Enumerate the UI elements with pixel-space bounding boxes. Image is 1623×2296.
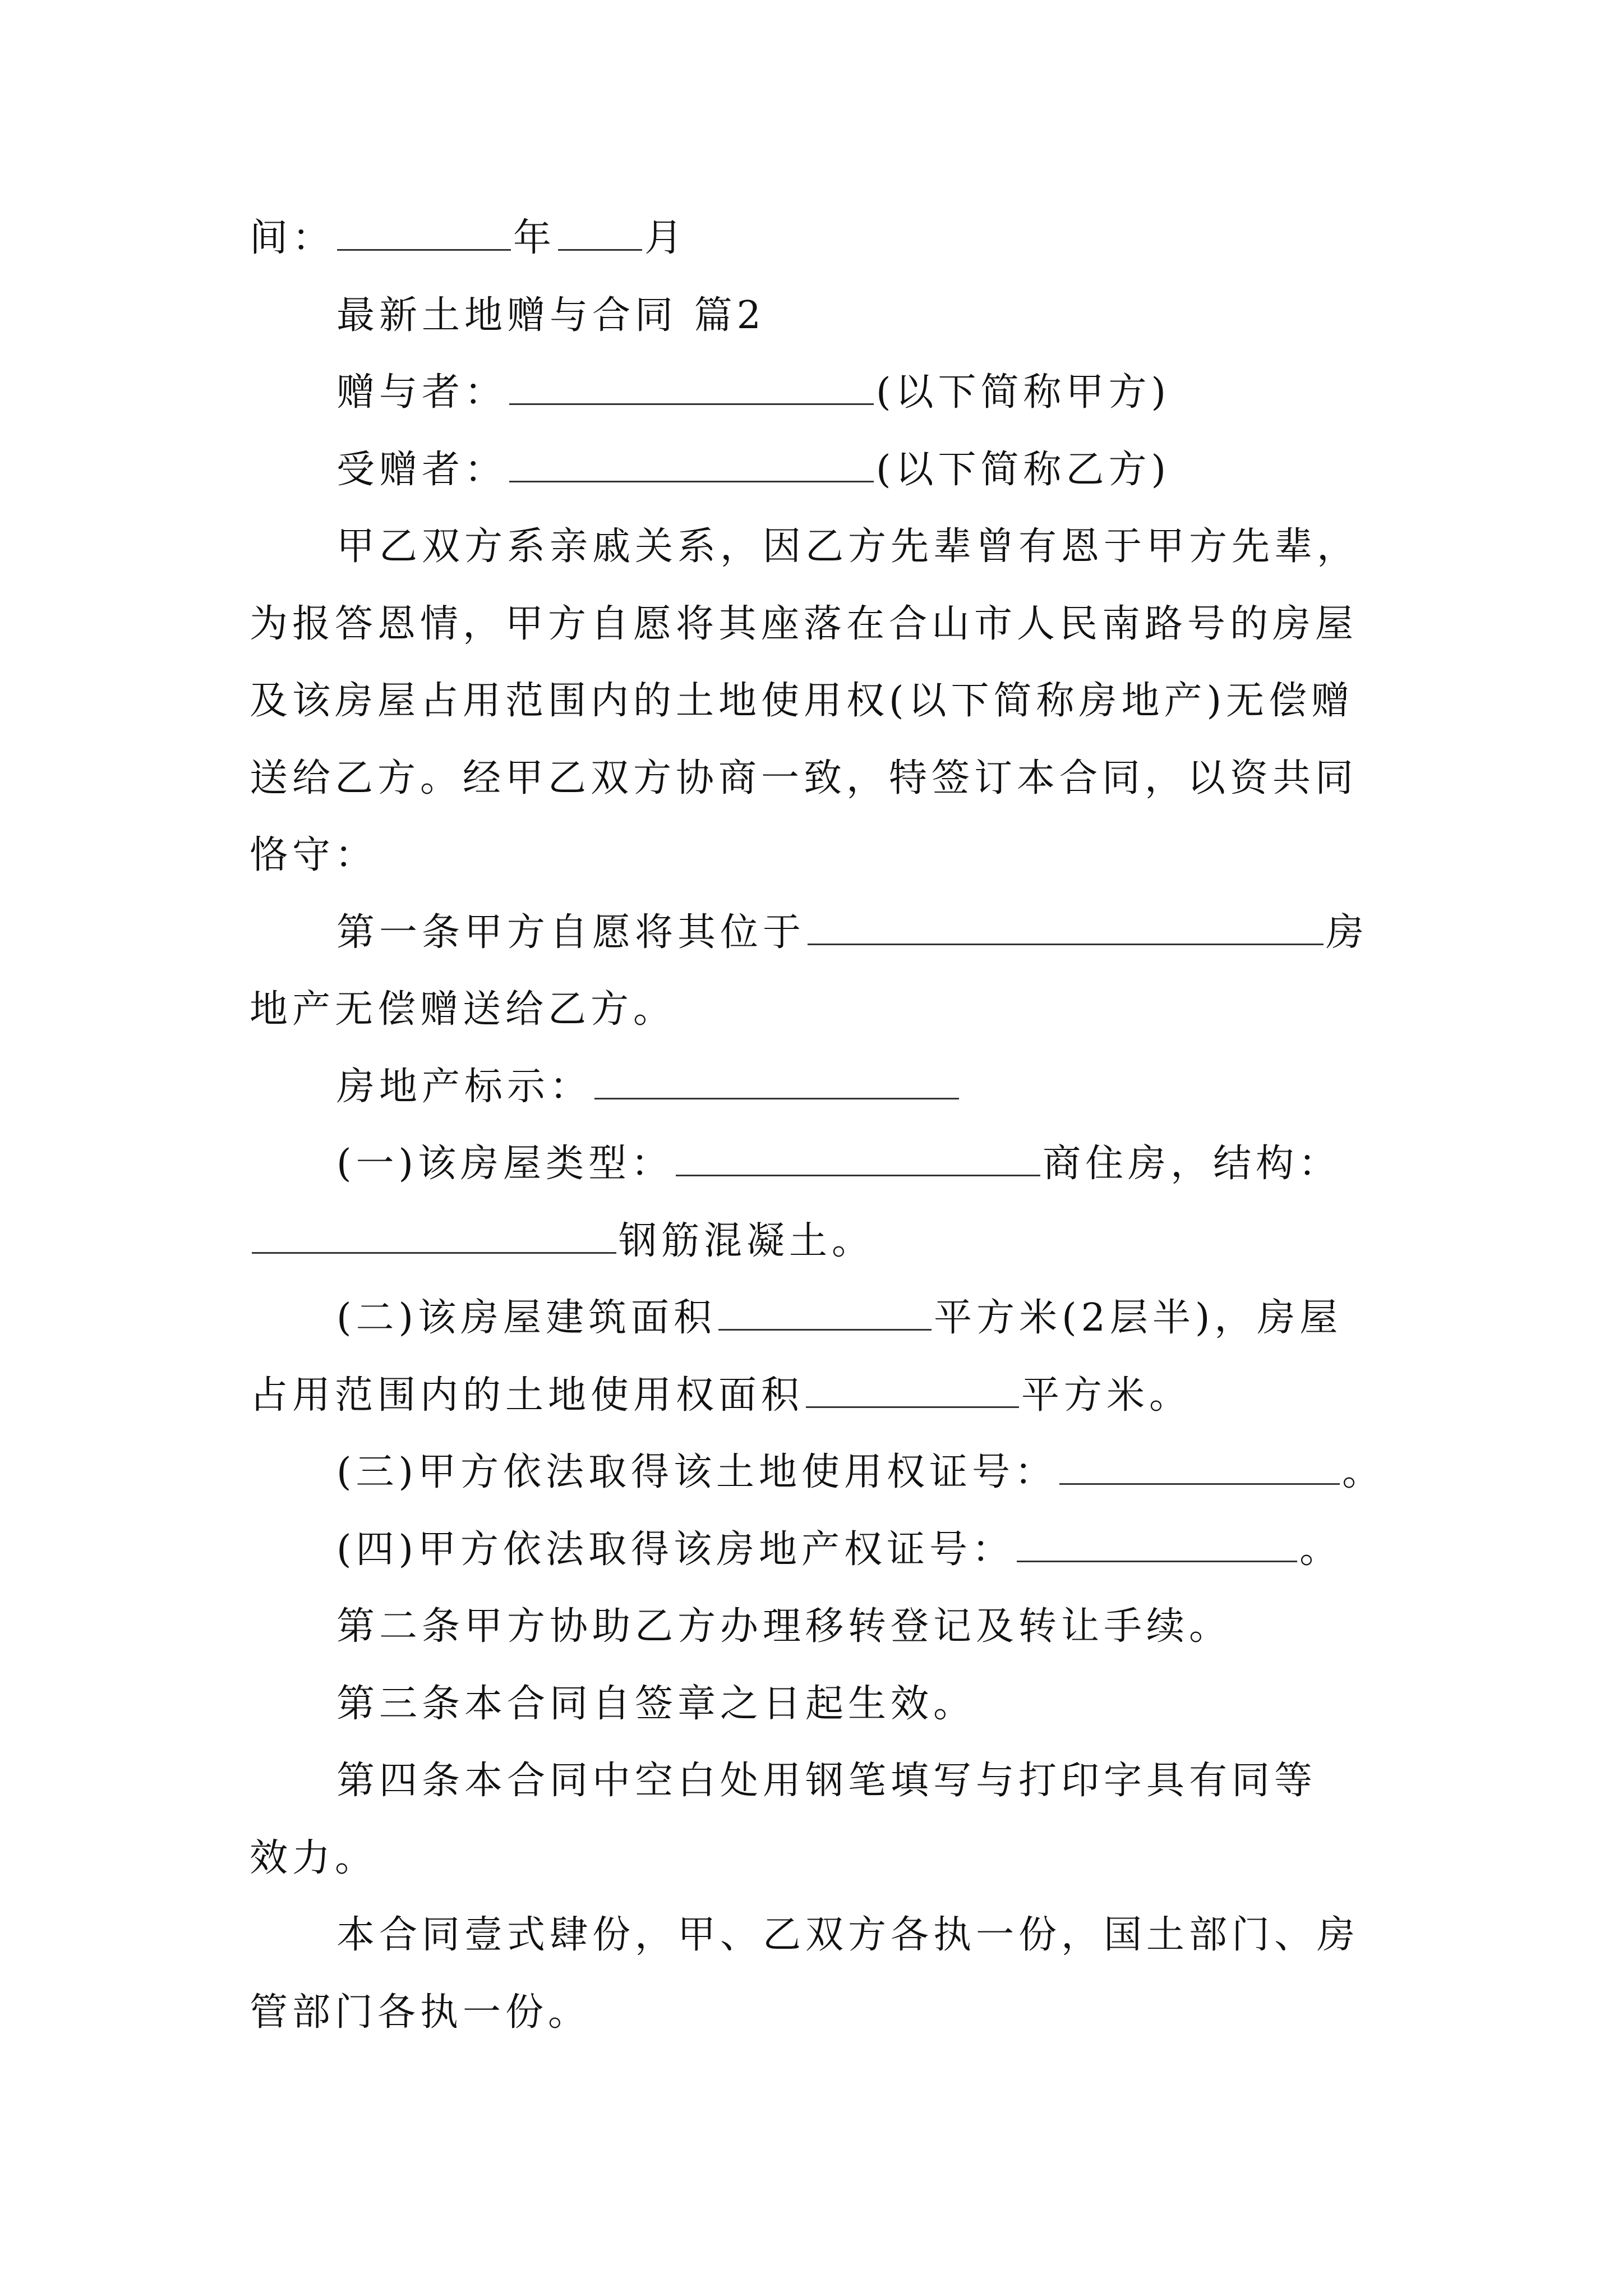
donor-blank bbox=[509, 370, 874, 405]
date-label: 间： bbox=[250, 216, 335, 260]
property-blank bbox=[594, 1064, 959, 1099]
property-cert-line bbox=[336, 1525, 1514, 1575]
land-area-tail: 平方米。 bbox=[1021, 1373, 1192, 1418]
donee-alias: (以下简称乙方) bbox=[876, 448, 1171, 492]
donee-label: 受赠者： bbox=[336, 448, 508, 492]
property-cert-tail: 。 bbox=[1299, 1527, 1343, 1572]
structure-blank bbox=[252, 1218, 616, 1254]
land-cert-label: (三)甲方依法取得该土地使用权证号： bbox=[336, 1450, 1058, 1494]
copies-line: 本合同壹式肆份，甲、乙双方各执一份，国土部门、房 bbox=[336, 1913, 1360, 1957]
month-label: 月 bbox=[644, 216, 688, 260]
paragraph-line: 管部门各执一份。 bbox=[250, 1990, 591, 2035]
month-blank bbox=[558, 215, 642, 251]
paragraph-line: 送给乙方。经甲乙双方协商一致，特签订本合同，以资共同 bbox=[250, 756, 1358, 800]
article-one-text: 第一条甲方自愿将其位于 bbox=[336, 910, 806, 955]
land-area-label: 占用范围内的土地使用权面积 bbox=[250, 1373, 804, 1418]
location-blank bbox=[808, 910, 1324, 945]
donor-alias: (以下简称甲方) bbox=[876, 370, 1171, 415]
date-line bbox=[250, 213, 1427, 264]
area-blank bbox=[718, 1295, 932, 1331]
land-cert-blank bbox=[1059, 1450, 1340, 1485]
land-cert-tail: 。 bbox=[1342, 1450, 1385, 1494]
article-three: 第三条本合同自签章之日起生效。 bbox=[336, 1682, 976, 1726]
article-one-tail: 房 bbox=[1326, 910, 1369, 955]
year-label: 年 bbox=[513, 216, 556, 260]
land-area-line bbox=[250, 1370, 1427, 1421]
article-one-line bbox=[336, 908, 1514, 958]
year-blank bbox=[337, 215, 511, 251]
house-type-blank bbox=[676, 1141, 1040, 1176]
section-title: 最新土地赠与合同 篇2 bbox=[336, 293, 766, 338]
house-type-tail: 商住房，结构： bbox=[1043, 1142, 1341, 1186]
paragraph-line: 及该房屋占用范围内的土地使用权(以下简称房地产)无偿赠 bbox=[250, 679, 1354, 723]
property-label: 房地产标示： bbox=[336, 1065, 593, 1109]
structure-tail: 钢筋混凝土。 bbox=[619, 1219, 875, 1263]
donee-blank bbox=[509, 447, 874, 482]
house-type-line bbox=[336, 1139, 1514, 1189]
property-label-line bbox=[336, 1062, 1514, 1112]
donee-line bbox=[336, 445, 1514, 495]
donor-label: 赠与者： bbox=[336, 370, 508, 415]
paragraph-line: 地产无偿赠送给乙方。 bbox=[250, 987, 676, 1032]
paragraph-line: 甲乙双方系亲戚关系，因乙方先辈曾有恩于甲方先辈， bbox=[336, 524, 1360, 569]
article-two: 第二条甲方协助乙方办理移转登记及转让手续。 bbox=[336, 1604, 1232, 1649]
land-cert-line bbox=[336, 1447, 1514, 1498]
area-tail: 平方米(2层半)，房屋 bbox=[934, 1296, 1343, 1340]
donor-line bbox=[336, 367, 1514, 418]
property-cert-label: (四)甲方依法取得该房地产权证号： bbox=[336, 1527, 1015, 1572]
house-type-label: (一)该房屋类型： bbox=[336, 1142, 674, 1186]
area-line bbox=[336, 1293, 1514, 1343]
structure-line bbox=[250, 1216, 1427, 1267]
paragraph-line: 效力。 bbox=[250, 1836, 378, 1880]
article-four: 第四条本合同中空白处用钢笔填写与打印字具有同等 bbox=[336, 1759, 1317, 1803]
land-area-blank bbox=[806, 1373, 1019, 1408]
area-label: (二)该房屋建筑面积 bbox=[336, 1296, 717, 1340]
paragraph-line: 恪守： bbox=[250, 833, 378, 877]
property-cert-blank bbox=[1017, 1527, 1297, 1562]
paragraph-line: 为报答恩情，甲方自愿将其座落在合山市人民南路号的房屋 bbox=[250, 602, 1358, 646]
